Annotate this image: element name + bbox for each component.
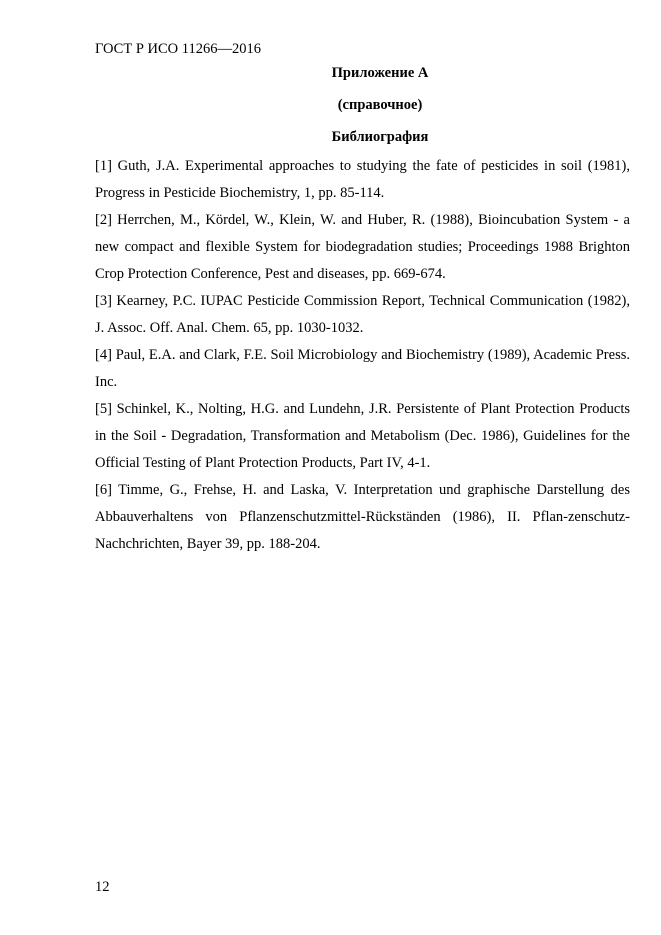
bibliography-heading: Библиография bbox=[331, 129, 429, 145]
bibliography-entry: [1] Guth, J.A. Experimental approaches to studying the fate of pesticides in soil (1981), Progress in Pesticide Biochemistry, 1, pp. 85-114. bbox=[95, 158, 630, 201]
bibliography-list bbox=[95, 153, 630, 558]
bibliography-entry: [5] Schinkel, K., Nolting, H.G. and Lundehn, J.R. Persistente of Plant Protection Products in the Soil - Degradation, Transformation and Metabolism (Dec. 1986), Guidelines for the Official Testing of Plant Protection Products, Part IV, 4-1. bbox=[95, 401, 630, 471]
annex-type: (справочное) bbox=[337, 97, 423, 113]
page-number: 12 bbox=[95, 879, 110, 895]
bibliography-entry: [3] Kearney, P.C. IUPAC Pesticide Commission Report, Technical Communication (1982), J. Assoc. Off. Anal. Chem. 65, pp. 1030-1032. bbox=[95, 293, 630, 336]
annex-title: Приложение А bbox=[331, 65, 429, 81]
bibliography-entry: [6] Timme, G., Frehse, H. and Laska, V. Interpretation und graphische Darstellung des Abbauverhaltens von Pflanzenschutzmittel-Rückständen (1986), II. Pflan-zenschutz-Nachchrichten, Bayer 39, pp. 188-204. bbox=[95, 482, 630, 552]
document-header: ГОСТ Р ИСО 11266—2016 bbox=[95, 41, 261, 57]
bibliography-entry: [4] Paul, E.A. and Clark, F.E. Soil Microbiology and Biochemistry (1989), Academic Press. Inc. bbox=[95, 347, 630, 390]
bibliography-entry: [2] Herrchen, M., Kördel, W., Klein, W. and Huber, R. (1988), Bioincubation System - a new compact and flexible System for biodegradation studies; Proceedings 1988 Brighton Crop Protection Conference, Pest and diseases, pp. 669-674. bbox=[95, 212, 630, 282]
